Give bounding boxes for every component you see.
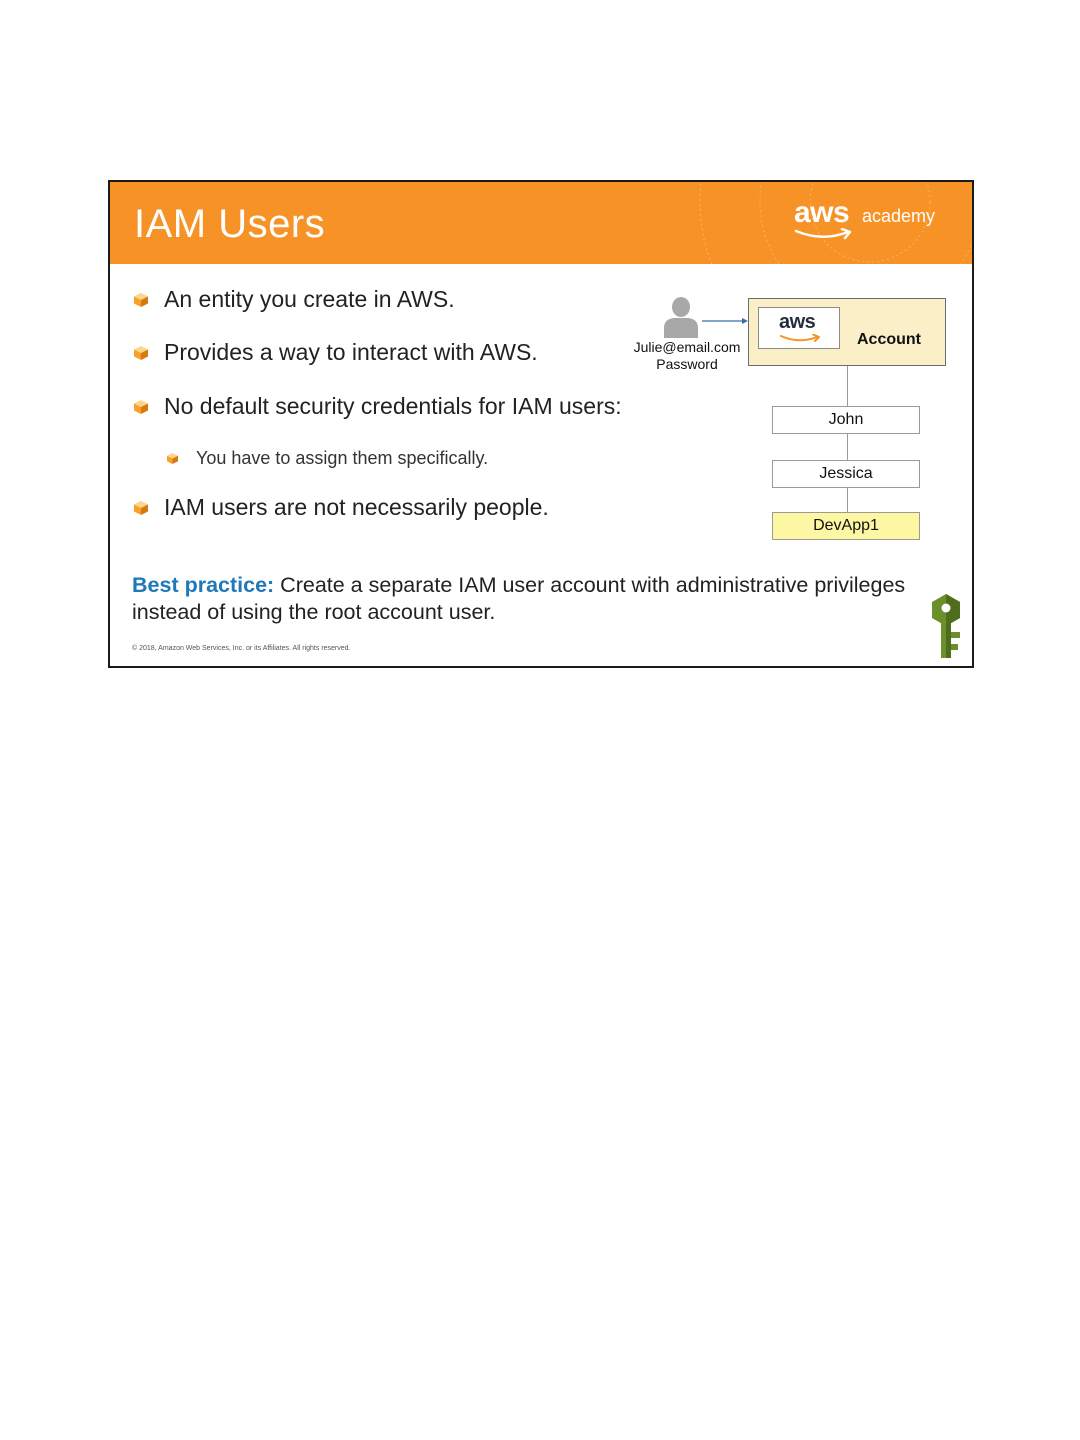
slide-title: IAM Users [134, 202, 326, 246]
aws-account-box [748, 298, 946, 366]
iam-app-user-box: DevApp1 [772, 512, 920, 540]
bullet-text: No default security credentials for IAM users: [164, 393, 622, 419]
account-aws-logo [758, 307, 840, 349]
account-label: Account [857, 331, 921, 348]
root-credentials [624, 339, 750, 373]
bullet-item [134, 494, 549, 521]
iam-key-icon [928, 592, 964, 662]
slide [108, 180, 974, 668]
aws-cube-icon [167, 453, 178, 464]
connector-line [847, 434, 848, 460]
root-email: Julie@email.com [633, 339, 741, 355]
account-aws-logo-text: aws [779, 311, 816, 333]
aws-cube-icon [134, 400, 148, 414]
bullet-text: IAM users are not necessarily people. [164, 494, 549, 520]
academy-logo-text: academy [862, 206, 936, 226]
bullet-text: Provides a way to interact with AWS. [164, 339, 538, 365]
aws-logo-text: aws [794, 196, 850, 229]
aws-smile-icon [779, 334, 823, 344]
aws-cube-icon [134, 293, 148, 307]
bullet-item [134, 286, 455, 313]
arrow-icon [702, 316, 750, 326]
connector-line [847, 488, 848, 512]
bullet-text: An entity you create in AWS. [164, 286, 455, 312]
copyright: © 2018, Amazon Web Services, Inc. or its Affiliates. All rights reserved. [132, 645, 351, 652]
iam-user-box: John [772, 406, 920, 434]
sub-bullet-text: You have to assign them specifically. [196, 448, 489, 468]
bullet-item [134, 393, 622, 420]
best-practice-body: Create a separate IAM user account with administrative privileges instead of using the root account user. [132, 573, 906, 624]
sub-bullet-item [167, 448, 488, 469]
best-practice-lead: Best practice: [132, 573, 275, 597]
iam-user-box: Jessica [772, 460, 920, 488]
person-silhouette-icon [662, 296, 700, 338]
connector-line [847, 366, 848, 406]
root-password: Password [656, 356, 718, 372]
aws-cube-icon [134, 346, 148, 360]
bullet-item [134, 339, 538, 366]
best-practice-text [132, 572, 932, 626]
slide-header [110, 182, 972, 264]
aws-smile-icon [794, 228, 854, 242]
aws-cube-icon [134, 501, 148, 515]
